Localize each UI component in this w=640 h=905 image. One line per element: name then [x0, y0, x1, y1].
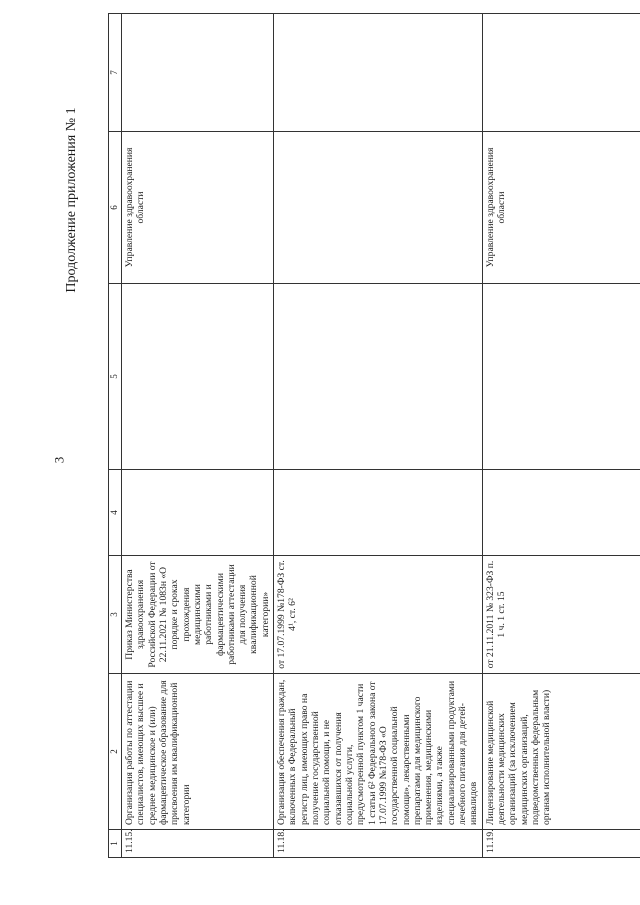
row-executor [274, 132, 483, 284]
row-col5 [482, 284, 640, 470]
row-legal-basis: от 21.11.2011 № 323-ФЗ п. 1 ч. 1 ст. 15 [482, 556, 640, 674]
row-description: Организация работы по аттестации специалистов, имеющих высшее и среднее медицинское и (или) фармацевтическое образование для присвоения им квалификационной категории [122, 674, 274, 830]
row-description: Организация обеспечения граждан, включенных в Федеральный регистр лиц, имеющих право на получение государственной социальной помощи, и не отказавшихся от получения социальной услуги, предусмотренной пунктом 1 части 1 статьи 6² Федерального закона от 17.07.1999 №178-ФЗ «О государственной социальной помощи», лекарственными препаратами для медицинского применения, медицинскими изделиями, а также специализированными продуктами лечебного питания для детей-инвалидов [274, 674, 483, 830]
table-header-row [109, 14, 122, 858]
row-executor: Управление здравоохранения области [122, 132, 274, 284]
table-row [482, 14, 640, 858]
row-col4 [482, 470, 640, 556]
table-row [122, 14, 274, 858]
row-legal-basis: Приказ Министерства здравоохранения Российской Федерации от 22.11.2021 № 1083н «О порядке и сроках прохождения медицинскими работниками и фармацевтическими работниками аттестации для получения квалификационной категории» [122, 556, 274, 674]
row-col4 [122, 470, 274, 556]
column-number-4: 4 [109, 470, 122, 556]
row-number: 11.18. [274, 830, 483, 858]
column-number-6: 6 [109, 132, 122, 284]
row-col4 [274, 470, 483, 556]
row-col5 [274, 284, 483, 470]
rotated-table-container [108, 14, 640, 858]
row-number: 11.15. [122, 830, 274, 858]
column-number-5: 5 [109, 284, 122, 470]
appendix-table [108, 13, 640, 858]
row-description: Лицензирование медицинской деятельности медицинских организаций (за исключением медицинских организаций, подведомственных федеральным органам исполнительной власти) [482, 674, 640, 830]
table-row [274, 14, 483, 858]
row-col7 [482, 14, 640, 132]
row-executor: Управление здравоохранения области [482, 132, 640, 284]
row-number: 11.19. [482, 830, 640, 858]
row-legal-basis: от 17.07.1999 №178-ФЗ ст. 4¹, ст. 6² [274, 556, 483, 674]
row-col7 [122, 14, 274, 132]
column-number-3: 3 [109, 556, 122, 674]
page-number: 3 [51, 456, 67, 464]
row-col5 [122, 284, 274, 470]
column-number-2: 2 [109, 674, 122, 830]
row-col7 [274, 14, 483, 132]
appendix-title: Продолжение приложения № 1 [64, 107, 79, 293]
column-number-7: 7 [109, 14, 122, 132]
column-number-1: 1 [109, 830, 122, 858]
